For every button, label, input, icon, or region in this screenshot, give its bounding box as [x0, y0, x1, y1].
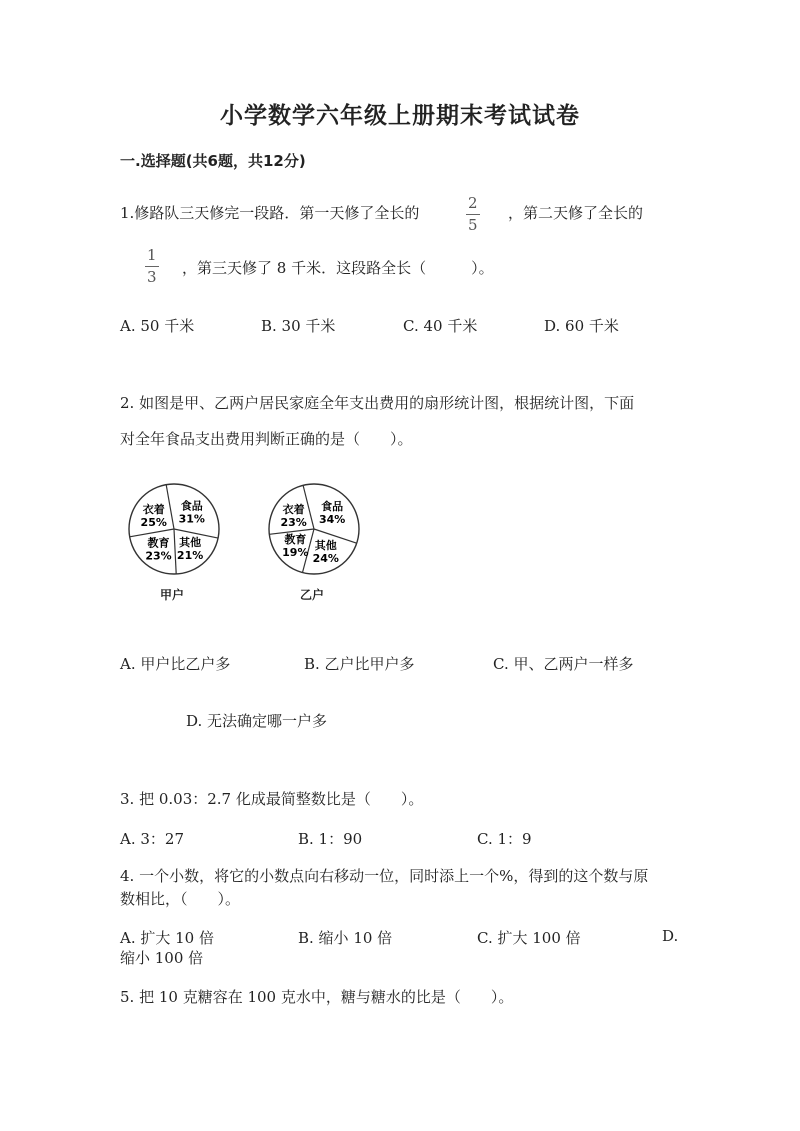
q1-frac2-numerator: 1 [147, 246, 157, 264]
q3-option-a[interactable]: A. 3：27 [120, 830, 184, 848]
q2-option-a[interactable]: A. 甲户比乙户多 [120, 655, 231, 673]
q2-option-b[interactable]: B. 乙户比甲户多 [304, 655, 415, 673]
pie-slice-label: 食品 [321, 500, 344, 514]
pie-caption-household-a: 甲户 [160, 588, 185, 602]
q4-option-d[interactable]: D. [662, 927, 679, 945]
q1-fraction-two-fifths [466, 196, 480, 233]
q1-text-c: ，第三天修了 8 千米．这段路全长（ ）。 [182, 259, 494, 277]
pie-slice-value: 34% [318, 513, 346, 527]
pie-chart-household-a [126, 481, 222, 577]
section-heading: 一.选择题(共6题，共12分) [120, 152, 306, 170]
q4-option-d-continued: 缩小 100 倍 [120, 949, 204, 967]
q2-option-c[interactable]: C. 甲、乙两户一样多 [493, 655, 634, 673]
q2-line1: 2. 如图是甲、乙两户居民家庭全年支出费用的扇形统计图，根据统计图，下面 [120, 394, 635, 412]
pie-slice-label: 教育 [284, 533, 307, 547]
pie-chart-household-b [266, 481, 362, 577]
q1-option-a[interactable]: A. 50 千米 [120, 317, 195, 335]
pie-slice-value: 25% [140, 515, 167, 529]
pie-slice-label: 其他 [314, 538, 337, 552]
q5-text: 5. 把 10 克糖容在 100 克水中，糖与糖水的比是（ ）。 [120, 988, 514, 1006]
q1-option-d[interactable]: D. 60 千米 [544, 317, 619, 335]
q3-option-c[interactable]: C. 1：9 [477, 830, 532, 848]
pie-slice-label: 食品 [180, 499, 203, 513]
q1-option-b[interactable]: B. 30 千米 [261, 317, 336, 335]
q1-frac1-numerator: 2 [468, 194, 478, 212]
q4-option-a[interactable]: A. 扩大 10 倍 [120, 929, 214, 947]
q4-option-b[interactable]: B. 缩小 10 倍 [298, 929, 393, 947]
q1-text-a: 1.修路队三天修完一段路．第一天修了全长的 [120, 204, 420, 222]
pie-caption-household-b: 乙户 [300, 588, 325, 602]
q3-text: 3. 把 0.03：2.7 化成最简整数比是（ ）。 [120, 790, 424, 808]
pie-slice-value: 23% [280, 515, 307, 529]
q3-option-b[interactable]: B. 1：90 [298, 830, 363, 848]
q4-line1: 4. 一个小数，将它的小数点向右移动一位，同时添上一个%，得到的这个数与原 [120, 867, 649, 885]
q1-frac1-denominator: 5 [468, 216, 478, 234]
page-title: 小学数学六年级上册期末考试试卷 [220, 103, 580, 129]
pie-slice-label: 教育 [147, 536, 170, 550]
pie-slice-value: 19% [282, 546, 309, 560]
q1-frac2-denominator: 3 [147, 268, 157, 286]
q1-text-b: ，第二天修了全长的 [508, 204, 644, 222]
q4-option-c[interactable]: C. 扩大 100 倍 [477, 929, 581, 947]
pie-slice-label: 衣着 [282, 502, 305, 516]
q1-option-c[interactable]: C. 40 千米 [403, 317, 478, 335]
q2-option-d[interactable]: D. 无法确定哪一户多 [186, 712, 328, 730]
pie-slice-value: 21% [176, 548, 204, 562]
pie-slice-value: 23% [145, 549, 172, 563]
pie-slice-value: 31% [178, 512, 205, 526]
pie-slice-label: 衣着 [142, 502, 165, 516]
q4-line2: 数相比，（ ）。 [120, 890, 241, 908]
pie-slice-value: 24% [312, 551, 339, 565]
pie-slice-label: 其他 [179, 535, 202, 549]
q2-line2: 对全年食品支出费用判断正确的是（ ）。 [120, 430, 413, 448]
q1-fraction-one-third [145, 248, 159, 285]
